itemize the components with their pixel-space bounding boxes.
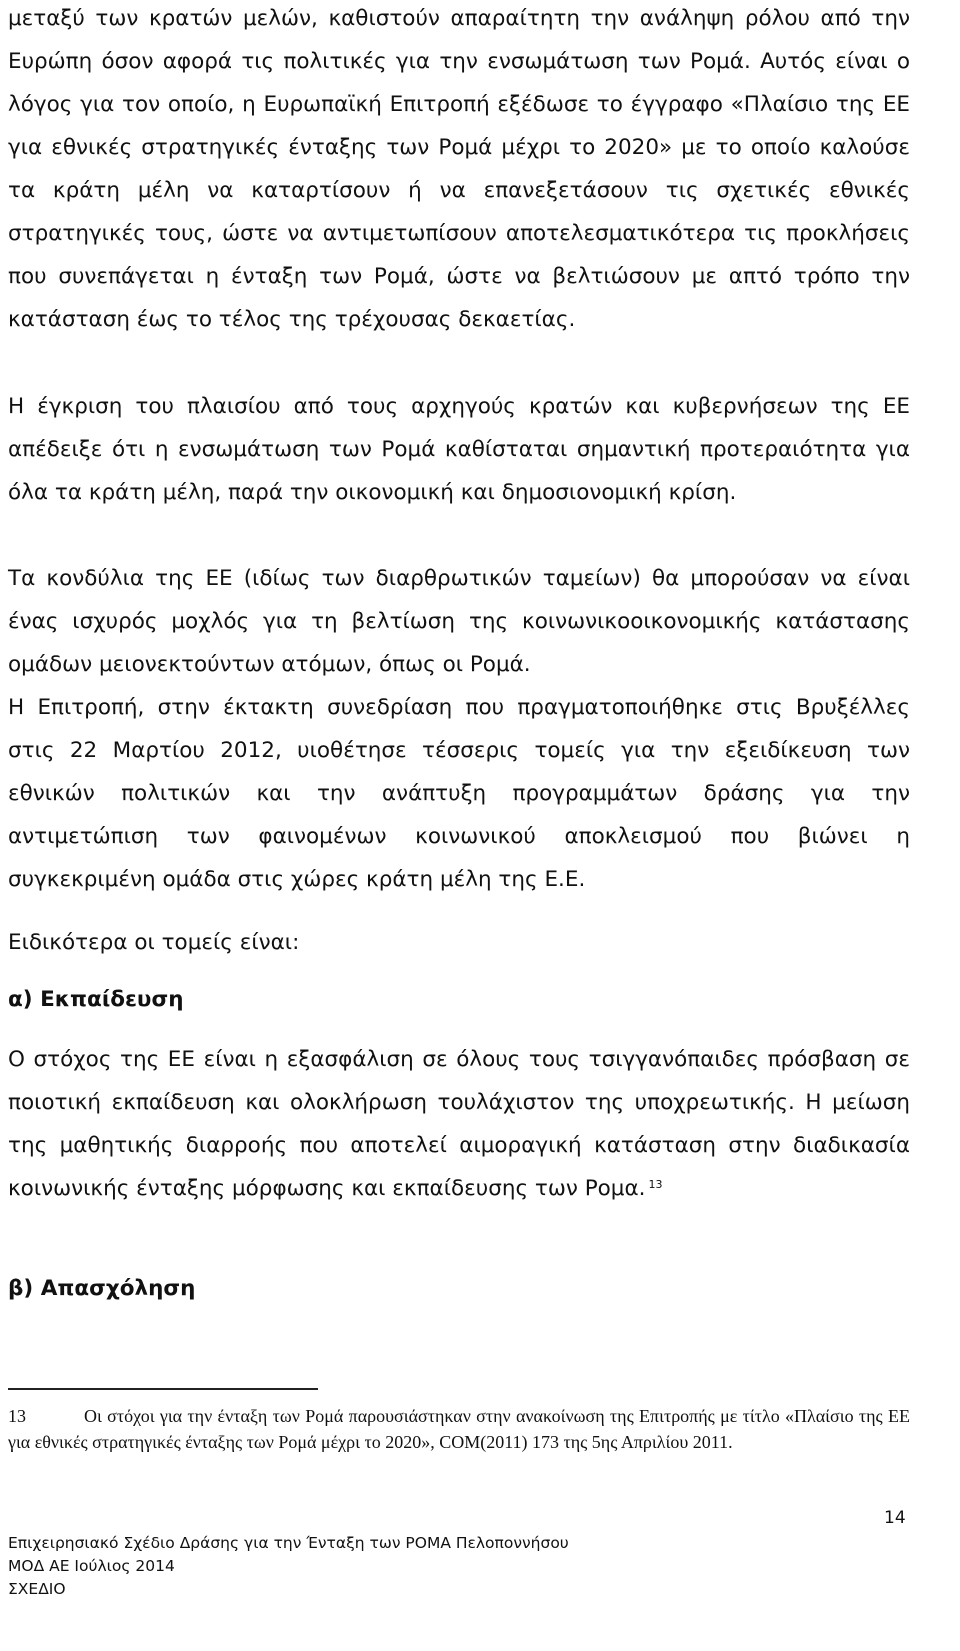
footnote-number: 13 <box>8 1406 26 1426</box>
paragraph-eu-funds: Τα κονδύλια της ΕΕ (ιδίως των διαρθρωτικών ταμείων) θα μπορούσαν να είναι ένας ισχυρός μοχλός για τη βελτίωση της κοινωνικοοικονομικής κατάστασης ομάδων μειονεκτούντων ατόμων, όπως οι Ρομά. <box>8 566 910 677</box>
footnote <box>8 1403 910 1455</box>
footnote-reference[interactable]: 13 <box>648 1178 663 1191</box>
page-number: 14 <box>884 1508 906 1528</box>
footer-date: ΜΟΔ ΑΕ Ιούλιος 2014 <box>8 1557 175 1575</box>
footnote-separator <box>8 1388 318 1390</box>
footer-title: Επιχειρησιακό Σχέδιο Δράσης για την Ένταξη των ΡΟΜΑ Πελοποννήσου <box>8 1534 569 1552</box>
paragraph-roma-framework: μεταξύ των κρατών μελών, καθιστούν απαραίτητη την ανάληψη ρόλου από την Ευρώπη όσον αφορά τις πολιτικές για την ενσωμάτωση των Ρομά. Αυτός είναι ο λόγος για τον οποίο, η Ευρωπαϊκή Επιτροπή εξέδωσε το έγγραφο «Πλαίσιο της ΕΕ για εθνικές στρατηγικές ένταξης των Ρομά μέχρι το 2020» με το οποίο καλούσε τα κράτη μέλη να καταρτίσουν ή να επανεξετάσουν τις σχετικές εθνικές στρατηγικές τους, ώστε να αντιμετωπίσουν αποτελεσματικότερα τις προκλήσεις που συνεπάγεται η ένταξη των Ρομά, ώστε να βελτιώσουν με απτό τρόπο την κατάσταση έως το τέλος της τρέχουσας δεκαετίας. <box>8 6 910 332</box>
paragraph-commission-session: Η Επιτροπή, στην έκτακτη συνεδρίαση που πραγματοποιήθηκε στις Βρυξέλλες στις 22 Μαρτίου 2012, υιοθέτησε τέσσερις τομείς για την εξειδίκευση των εθνικών πολιτικών και την ανάπτυξη προγραμμάτων δράσης για την αντιμετώπιση των φαινομένων κοινωνικού αποκλεισμού που βιώνει η συγκεκριμένη ομάδα στις χώρες κράτη μέλη της Ε.Ε. <box>8 695 910 892</box>
footer-status: ΣΧΕΔΙΟ <box>8 1580 66 1598</box>
paragraph-education-goal <box>8 1038 910 1210</box>
paragraph-sectors-intro: Ειδικότερα οι τομείς είναι: <box>8 930 300 955</box>
heading-employment: β) Απασχόληση <box>8 1276 196 1301</box>
paragraph-education-text: Ο στόχος της ΕΕ είναι η εξασφάλιση σε όλους τους τσιγγανόπαιδες πρόσβαση σε ποιοτική εκπαίδευση και ολοκλήρωση τουλάχιστον της υποχρεωτικής. Η μείωση της μαθητικής διαρροής που αποτελεί αιμοραγική κατάσταση στην διαδικασία κοινωνικής ένταξης μόρφωσης και εκπαίδευσης των Ρομα. <box>8 1047 910 1201</box>
paragraph-framework-approval: Η έγκριση του πλαισίου από τους αρχηγούς κρατών και κυβερνήσεων της ΕΕ απέδειξε ότι η ενσωμάτωση των Ρομά καθίσταται σημαντική προτεραιότητα για όλα τα κράτη μέλη, παρά την οικονομική και δημοσιονομική κρίση. <box>8 394 910 505</box>
heading-education: α) Εκπαίδευση <box>8 987 184 1012</box>
page-footer <box>8 1532 569 1601</box>
footnote-text: Οι στόχοι για την ένταξη των Ρομά παρουσιάστηκαν στην ανακοίνωση της Επιτροπής με τίτλο «Πλαίσιο της ΕΕ για εθνικές στρατηγικές ένταξης των Ρομά μέχρι το 2020», COM(2011) 173 της 5ης Απριλίου 2011. <box>8 1406 910 1452</box>
